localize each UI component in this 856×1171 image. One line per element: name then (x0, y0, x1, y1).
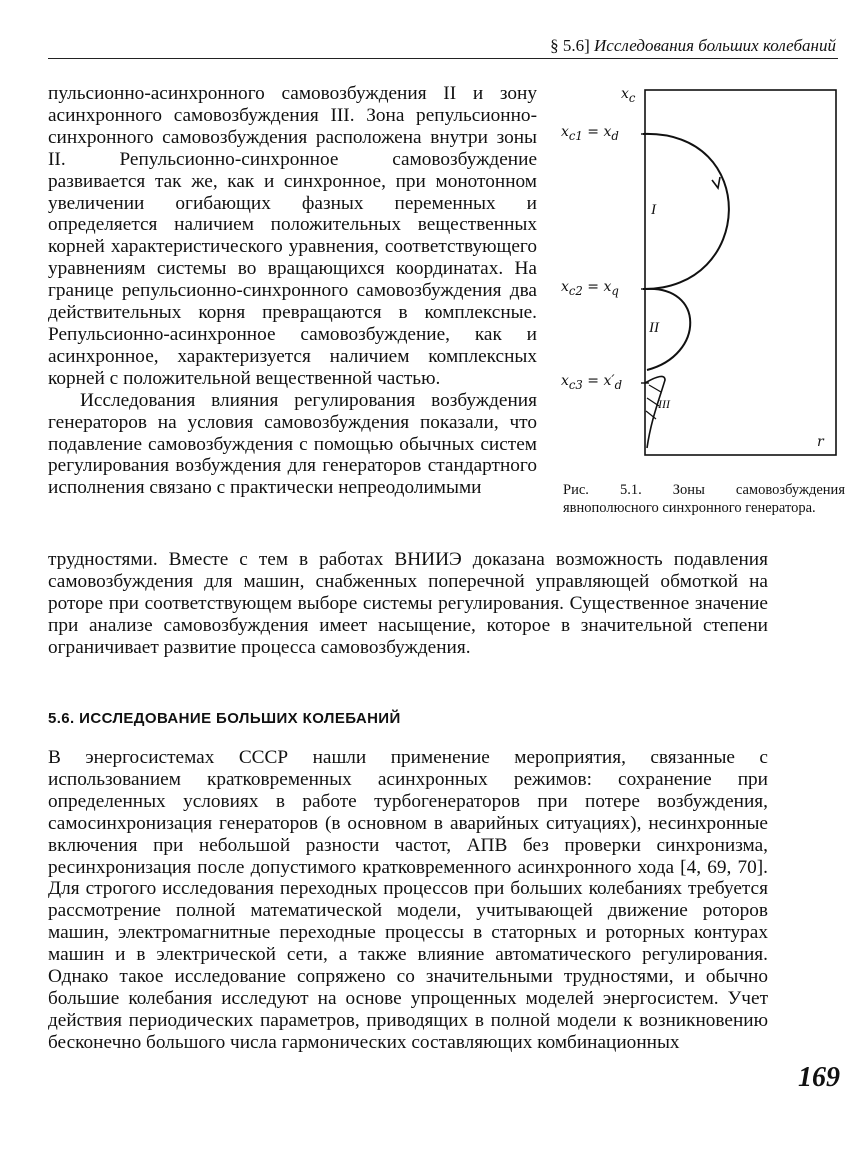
zone-iii-label: III (658, 397, 670, 411)
axis-x-label: r (817, 434, 824, 450)
paragraph-continuation: пульсионно-асинхронного самовозбуждения II и зону асинхронного самовозбуждения III. Зона репульсионно-синхронного самовозбуждения расположена внутри зоны II. Репульсионно-синхронное самовозбуждение развивается так же, как и синхронное, при монотонном увеличении огибающих фазных переменных и определяется наличием положительных вещественных корней характеристического уравнения, соответствующего уравнениям системы во вращающихся координатах. На границе репульсионно-синхронного самовозбуждения два действительных корня превращаются в комплексные. Репульсионно-асинхронное самовозбуждение, как и асинхронное, характеризуется наличием комплексных корней с положительной вещественной частью. (48, 83, 537, 389)
zone-i-label: I (651, 202, 656, 218)
paragraph-large-oscillations: В энергосистемах СССР нашли применение мероприятия, связанные с использованием кратковременных асинхронных режимов: сохранение при определенных условиях в работе турбогенераторов при потере возбуждения, самосинхронизация генераторов (в основном в аварийных ситуациях), несинхронные включения при небольшой разности частот, АПВ без проверки синхронизма, ресинхронизация после допустимого кратковременного асинхронного хода [4, 69, 70]. Для строгого исследования переходных процессов при больших колебаниях требуется рассмотрение полной математической модели, учитывающей движение роторов машин, электромагнитные переходные процессы в статорных и роторных контурах машин и в электрической сети, а также влияние автоматического регулирования. Однако такое исследование сопряжено со значительными трудностями, и обычно большие колебания исследуют на основе упрощенных моделей энергосистем. Учет действия периодических параметров, приводящих в полной модели к возникновению бесконечно большого числа гармонических составляющих комбинационных (48, 747, 768, 1053)
axis-y-label: $x_c$ (621, 86, 636, 105)
section-body (48, 747, 768, 1054)
running-header-text (550, 36, 836, 56)
figure-frame (645, 90, 836, 455)
figure-caption: Рис. 5.1. Зоны самовозбуждения явнополюсного синхронного генератора. (563, 482, 845, 516)
zone-iii-hatch (649, 385, 661, 392)
paragraph-regulation-continued: трудностями. Вместе с тем в работах ВНИИЭ доказана возможность подавления самовозбуждения для машин, снабженных поперечной управляющей обмоткой на роторе при соответствующем выборе системы регулирования. Существенное значение при анализе самовозбуждения имеет насыщение, которое в значительной степени ограничивает развитие процесса самовозбуждения. (48, 549, 768, 658)
figure-5-1 (555, 80, 845, 490)
level-xc3: $x_{c3} = x'_d$ (561, 373, 623, 392)
page-number: 169 (798, 1062, 840, 1093)
direction-arrow (712, 177, 720, 188)
full-width-continuation (48, 549, 768, 659)
header-title: Исследования больших колебаний (594, 36, 836, 55)
level-xc1: $x_{c1} = x_d$ (561, 124, 619, 143)
header-section-number: § 5.6] (550, 36, 590, 55)
column-text (48, 83, 537, 499)
level-xc2: $x_{c2} = x_q$ (561, 279, 619, 298)
running-header (48, 30, 838, 59)
zone-ii-label: II (649, 320, 659, 336)
paragraph-regulation: Исследования влияния регулирования возбуждения генераторов на условия самовозбуждения показали, что подавление самовозбуждения с помощью обычных систем регулирования возбуждения для генераторов стандартного исполнения связано с практически непреодолимыми (48, 389, 537, 499)
section-heading: 5.6. ИССЛЕДОВАНИЕ БОЛЬШИХ КОЛЕБАНИЙ (48, 710, 401, 727)
